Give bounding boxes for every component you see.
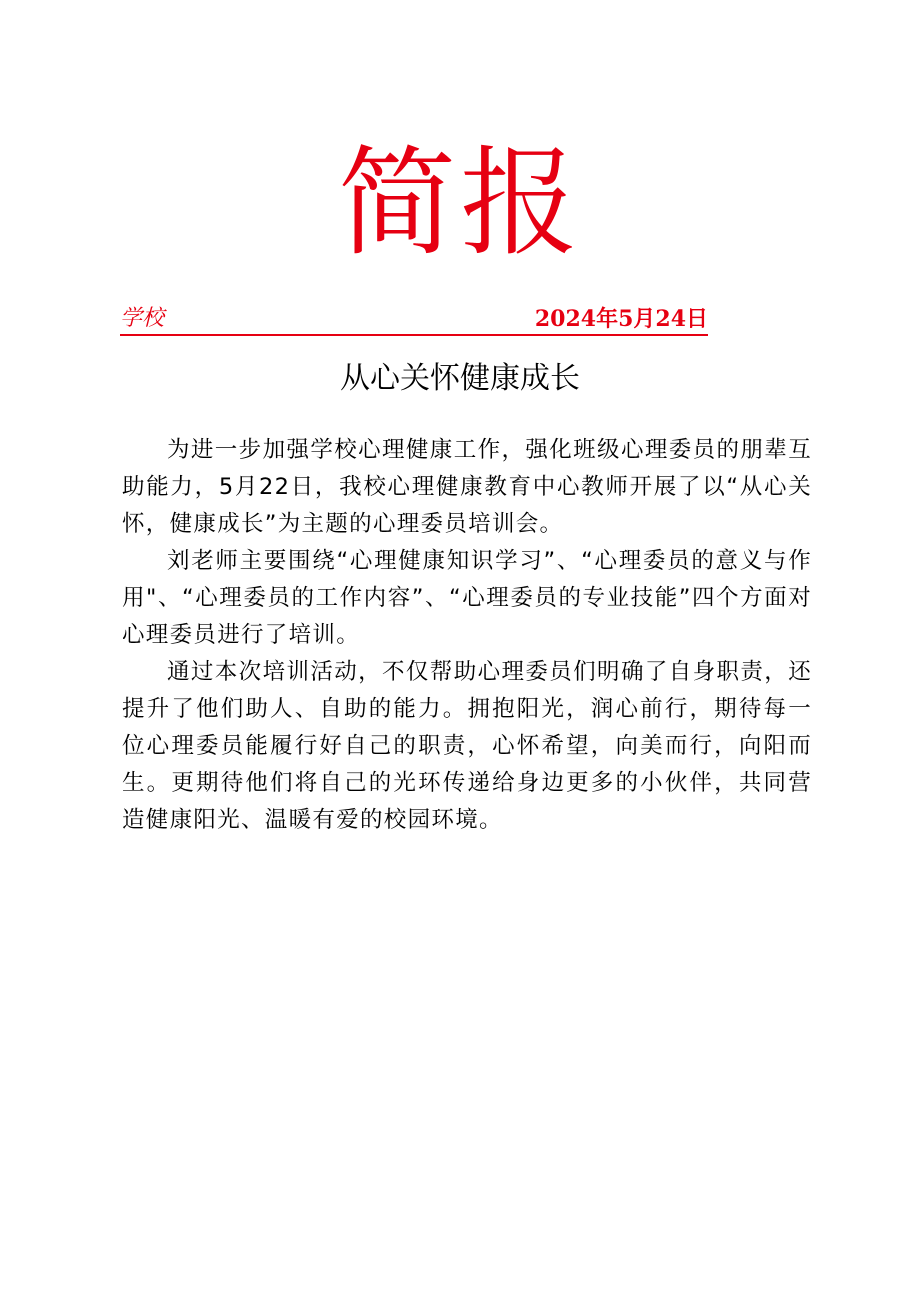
paragraph-1: 为进一步加强学校心理健康工作，强化班级心理委员的朋辈互助能力，5月22日，我校心理健康教育中心教师开展了以“从心关怀，健康成长”为主题的心理委员培训会。 (122, 437, 812, 537)
masthead-title: 简报 (337, 134, 582, 272)
article-body (122, 432, 812, 839)
article-headline: 从心关怀健康成长 (340, 361, 580, 396)
meta-line (120, 306, 708, 336)
issue-date: 2024年5月24日 (534, 306, 708, 332)
paragraph-3: 通过本次培训活动，不仅帮助心理委员们明确了自身职责，还提升了他们助人、自助的能力。拥抱阳光，润心前行，期待每一位心理委员能履行好自己的职责，心怀希望，向美而行，向阳而生。更期待他们将自己的光环传递给身边更多的小伙伴，共同营造健康阳光、温暖有爱的校园环境。 (122, 659, 812, 833)
paragraph-2: 刘老师主要围绕“心理健康知识学习”、“心理委员的意义与作用"、“心理委员的工作内容”、“心理委员的专业技能”四个方面对心理委员进行了培训。 (122, 548, 812, 648)
school-name: 学校 (120, 306, 165, 331)
